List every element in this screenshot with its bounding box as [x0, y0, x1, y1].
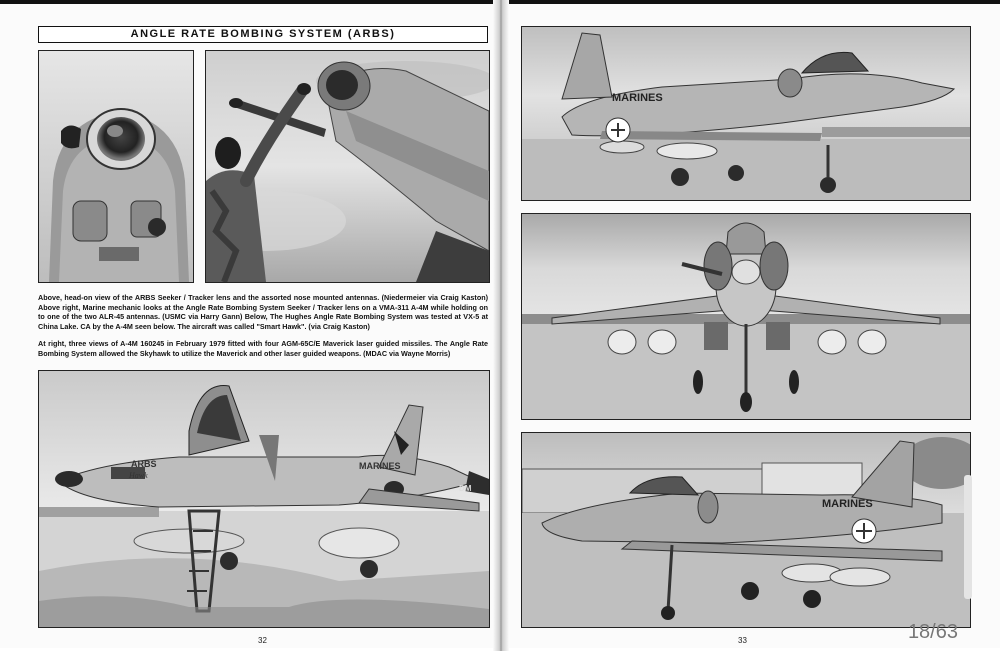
- caption-maverick: At right, three views of A-4M 160245 in February 1979 fitted with four AGM-65C/E Maverick laser guided missiles. The Angle Rate Bombing System allowed the Skyhawk to utilize the Maverick and other laser guided weapons. (MDAC via Wayne Morris): [38, 339, 488, 358]
- photo6-label-marines: MARINES: [822, 498, 873, 510]
- page-title: ANGLE RATE BOMBING SYSTEM (ARBS): [38, 26, 488, 43]
- photo-maverick-headon: [521, 213, 971, 420]
- photo-maverick-side: [521, 26, 971, 201]
- photo-maverick-three-quarter: [521, 432, 971, 628]
- photo-label-hawk: Hawk: [129, 471, 148, 480]
- caption-top-photos: Above, head-on view of the ARBS Seeker / Tracker lens and the assorted nose mounted antennas. (Niedermeier via Craig Kaston) Above right, Marine mechanic looks at the Angle Rate Bombing System Seeker / Tracker lens on a VMA-311 A-4M while holding on to one of the two ALR-45 antennas. (USMC via Harry Gann) Below, The Hughes Angle Rate Bombing System was tested at VX-5 at China Lake. CA by the A-4M seen below. The aircraft was called "Smart Hawk". (via Craig Kaston): [38, 293, 488, 331]
- photo-label-tail: DM: [459, 484, 472, 493]
- photo-mechanic-seeker: [205, 50, 490, 283]
- photo-smart-hawk: [38, 370, 490, 628]
- photo-label-arbs: ARBS: [131, 459, 157, 469]
- book-gutter: [493, 0, 509, 651]
- photo-nose-closeup: [38, 50, 194, 283]
- viewer-scrollbar[interactable]: [964, 475, 972, 599]
- page-number-right: 33: [738, 636, 747, 645]
- photo4-label-marines: MARINES: [612, 92, 663, 104]
- photo-label-marines: MARINES: [359, 461, 401, 471]
- page-number-left: 32: [258, 636, 267, 645]
- page-counter: 18/63: [907, 621, 958, 643]
